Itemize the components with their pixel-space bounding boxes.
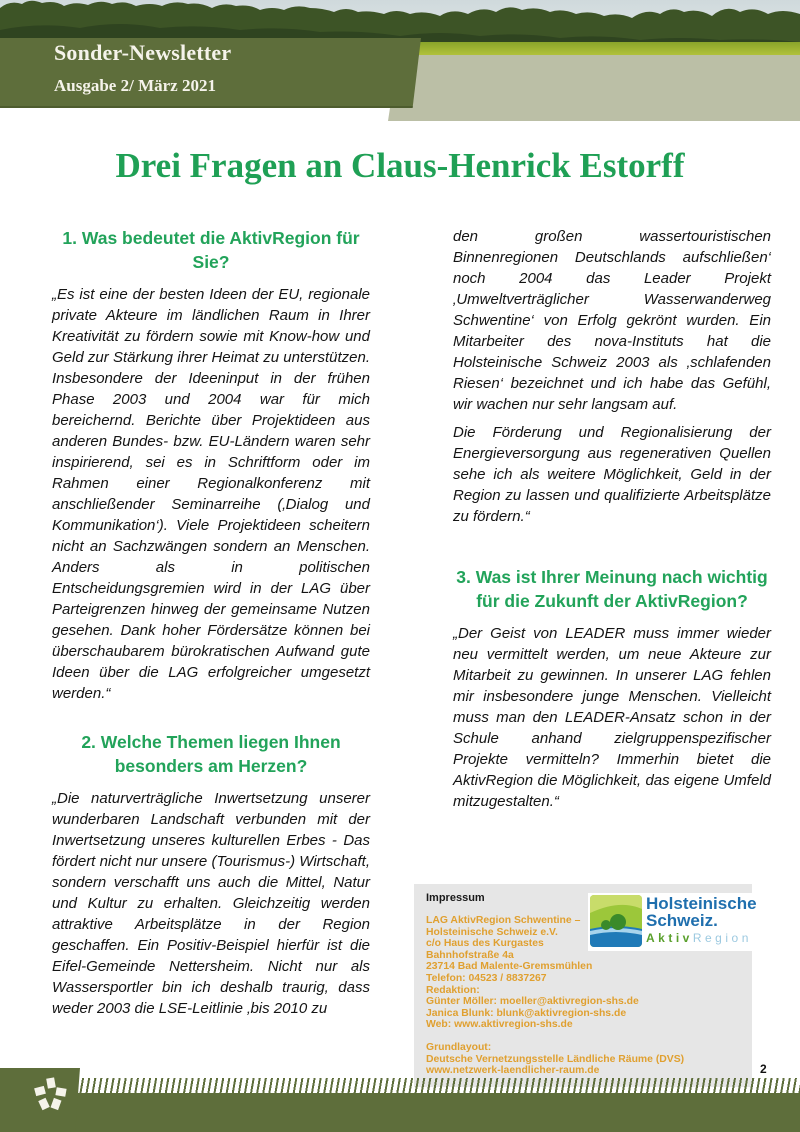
impressum-dvs-link[interactable]: www.netzwerk-laendlicher-raum.de xyxy=(426,1065,600,1077)
answer-2-paragraph-2: Die Förderung und Regionalisierung der Energieversorgung aus regenerativen Quellen sehe ich als weitere Möglichkeit, Geld in der Region zu lassen und qualifizierte Arbeitsplätze zu fördern.“ xyxy=(453,424,771,525)
impressum-line: Bahnhofstraße 4a xyxy=(426,949,514,961)
question-3-heading: 3. Was ist Ihrer Meinung nach wichtig für die Zukunft der AktivRegion? xyxy=(456,567,768,611)
footer-band xyxy=(0,1067,800,1132)
meadow-strip xyxy=(400,42,800,56)
impressum-line: LAG AktivRegion Schwentine – xyxy=(426,915,581,926)
question-2-heading: 2. Welche Themen liegen Ihnen besonders am Herzen? xyxy=(81,732,341,776)
landscape-logo-icon xyxy=(590,895,642,947)
footer-green-bar xyxy=(0,1093,800,1132)
holsteinische-schweiz-logo xyxy=(588,893,758,951)
impressum-heading: Impressum xyxy=(426,892,485,904)
header-grey-panel xyxy=(388,55,800,121)
logo-region: Region xyxy=(692,931,752,945)
right-column xyxy=(453,226,771,812)
article-title: Drei Fragen an Claus-Henrick Estorff xyxy=(115,146,685,185)
newsletter-issue: Ausgabe 2/ März 2021 xyxy=(54,76,216,95)
logo-text-schweiz: Schweiz. xyxy=(646,911,718,930)
answer-1-text: „Es ist eine der besten Ideen der EU, regionale private Akteure im ländlichen Raum in Ihrer Kreativität zu fördern sowie mit Know-how und Geld zur Stärkung ihrer Heimat zu unterstützen. Insbesondere der Ideeninput in der frühen Phase 2003 und 2004 war für mich bereichernd. Berichte über Projektideen aus anderen Bundes- bzw. EU-Ländern waren sehr inspirierend, sei es in Schriftform oder im Rahmen einer Regionalkonferenz mit anschließender Seminarreihe (‚Dialog und Kommunikation‘). Viele Projektideen scheitern nicht an Sachzwängen sondern an Menschen. Anders als in politischen Entscheidungsgremien wird in der LAG über Parteigrenzen hinweg der gemeinsame Nutzen gesehen. Dank hoher Fördersätze können bei überschaubarem bürokratischen Aufwand gute Ideen über die LAG erfolgreicher umgesetzt werden.“ xyxy=(52,286,370,702)
dvs-flower-icon xyxy=(34,1077,68,1111)
question-1-heading: 1. Was bedeutet die AktivRegion für Sie? xyxy=(62,228,360,272)
impressum-line: Holsteinische Schweiz e.V. xyxy=(426,926,558,938)
page-number: 2 xyxy=(760,1062,767,1076)
impressum-email-blunk[interactable]: Janica Blunk: blunk@aktivregion-shs.de xyxy=(426,1007,627,1019)
impressum-phone: Telefon: 04523 / 8837267 xyxy=(426,972,547,984)
logo-aktiv: Aktiv xyxy=(646,931,693,945)
answer-2-continued: den großen wassertouristischen Binnenregionen Deutschlands aufschließen‘ noch 2004 das Leader Projekt ‚Umweltverträglicher Wasserwanderweg Schwentine‘ von Erfolg gekrönt wurden. Ein Mitarbeiter des nova-Instituts hat die Holsteinische Schweiz 2003 als ‚schlafenden Riesen‘ bezeichnet und ich habe das Gefühl, wir wachen nur sehr langsam auf. xyxy=(453,228,771,413)
logo-text-aktivregion xyxy=(646,931,752,945)
impressum-line: 23714 Bad Malente-Gremsmühlen xyxy=(426,961,593,973)
left-column xyxy=(52,226,370,1019)
impressum-line: c/o Haus des Kurgastes xyxy=(426,938,544,950)
impressum-email-moeller[interactable]: Günter Möller: moeller@aktivregion-shs.de xyxy=(426,996,639,1008)
header-banner xyxy=(0,0,800,122)
answer-2-text: „Die naturverträgliche Inwertsetzung unserer wunderbaren Landschaft verbunden mit der Inwertsetzung unseres kulturellen Erbes - Das fördert nicht nur unsere (Tourismus-) Wirtschaft, sondern verschafft uns auch die Mittel, Natur und Kultur zu erhalten. Gleichzeitig werden attraktive Arbeitsplätze in der Region geschaffen. Ein Positiv-Beispiel hierfür ist die Eifel-Gemeinde Nettersheim. Nicht nur als Wassersportler bin ich deshalb traurig, dass weder 2003 die LSE-Leitlinie ‚bis 2010 zu xyxy=(52,790,370,1017)
impressum-web-link[interactable]: Web: www.aktivregion-shs.de xyxy=(426,1019,573,1031)
impressum-line: Grundlayout: xyxy=(426,1041,492,1053)
impressum-line: Deutsche Vernetzungsstelle Ländliche Räume (DVS) xyxy=(426,1053,685,1065)
impressum-line: Redaktion: xyxy=(426,984,480,996)
logo-text-holsteinische: Holsteinische xyxy=(646,894,757,913)
newsletter-title: Sonder-Newsletter xyxy=(54,40,232,65)
answer-3-text: „Der Geist von LEADER muss immer wieder neu vermittelt werden, um neue Akteure zur Mitarbeit zu gewinnen. In unserer LAG fehlen mir insbesondere junge Menschen. Vielleicht muss man den LEADER-Ansatz schon in der Schule anhand zielgruppenspezifischer Projekte vermitteln? Immerhin bietet die AktivRegion die Möglichkeit, das eigene Umfeld mitzugestalten.“ xyxy=(453,625,771,810)
footer-tick-pattern xyxy=(76,1078,800,1093)
